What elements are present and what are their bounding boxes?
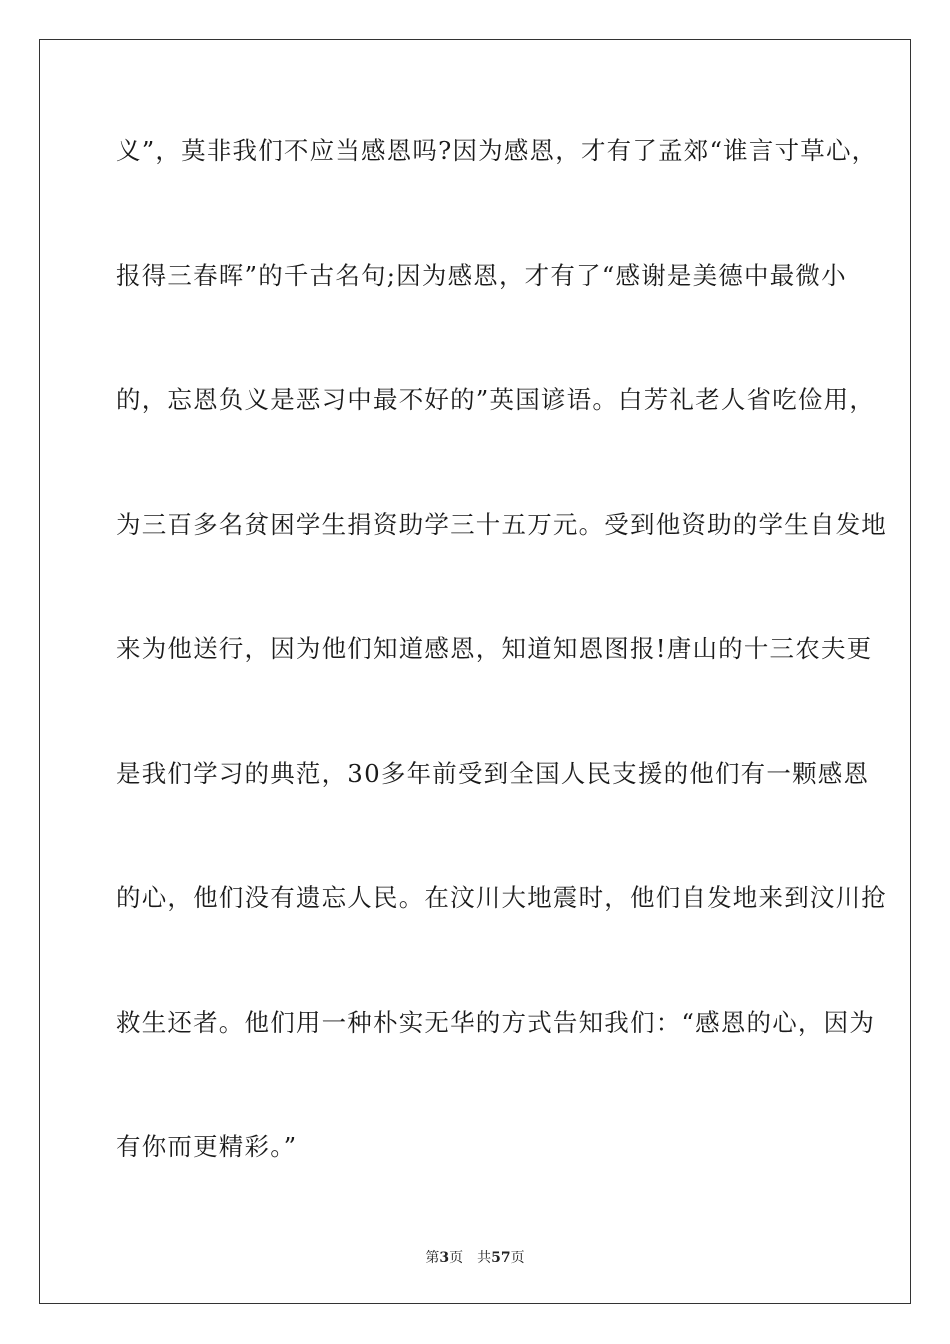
total-suffix: 页 bbox=[510, 1250, 525, 1266]
text-line: 是我们学习的典范，30多年前受到全国人民支援的他们有一颗感恩 bbox=[116, 758, 870, 788]
text-line: 的，忘恩负义是恶习中最不好的”英国谚语。白芳礼老人省吃俭用， bbox=[116, 385, 876, 414]
page-prefix: 第 bbox=[425, 1250, 440, 1266]
text-line: 有你而更精彩。” bbox=[116, 1132, 298, 1161]
text-line: 救生还者。他们用一种朴实无华的方式告知我们：“感恩的心，因为 bbox=[116, 1007, 876, 1037]
page-footer bbox=[0, 1247, 950, 1267]
total-prefix: 共 bbox=[477, 1250, 492, 1266]
text-line: 的心，他们没有遗忘人民。在汶川大地震时，他们自发地来到汶川抢 bbox=[116, 883, 887, 912]
text-line: 义”，莫非我们不应当感恩吗?因为感恩，才有了孟郊“谁言寸草心， bbox=[116, 136, 878, 165]
text-line: 报得三春晖”的千古名句;因为感恩，才有了“感谢是美德中最微小 bbox=[116, 260, 847, 290]
total-pages: 57 bbox=[491, 1250, 511, 1266]
page-suffix: 页 bbox=[449, 1250, 464, 1266]
text-line: 为三百多名贫困学生捐资助学三十五万元。受到他资助的学生自发地 bbox=[116, 509, 887, 539]
text-line: 来为他送行，因为他们知道感恩，知道知恩图报!唐山的十三农夫更 bbox=[116, 634, 873, 663]
page-number: 3 bbox=[439, 1250, 450, 1266]
body-text bbox=[116, 126, 887, 1247]
